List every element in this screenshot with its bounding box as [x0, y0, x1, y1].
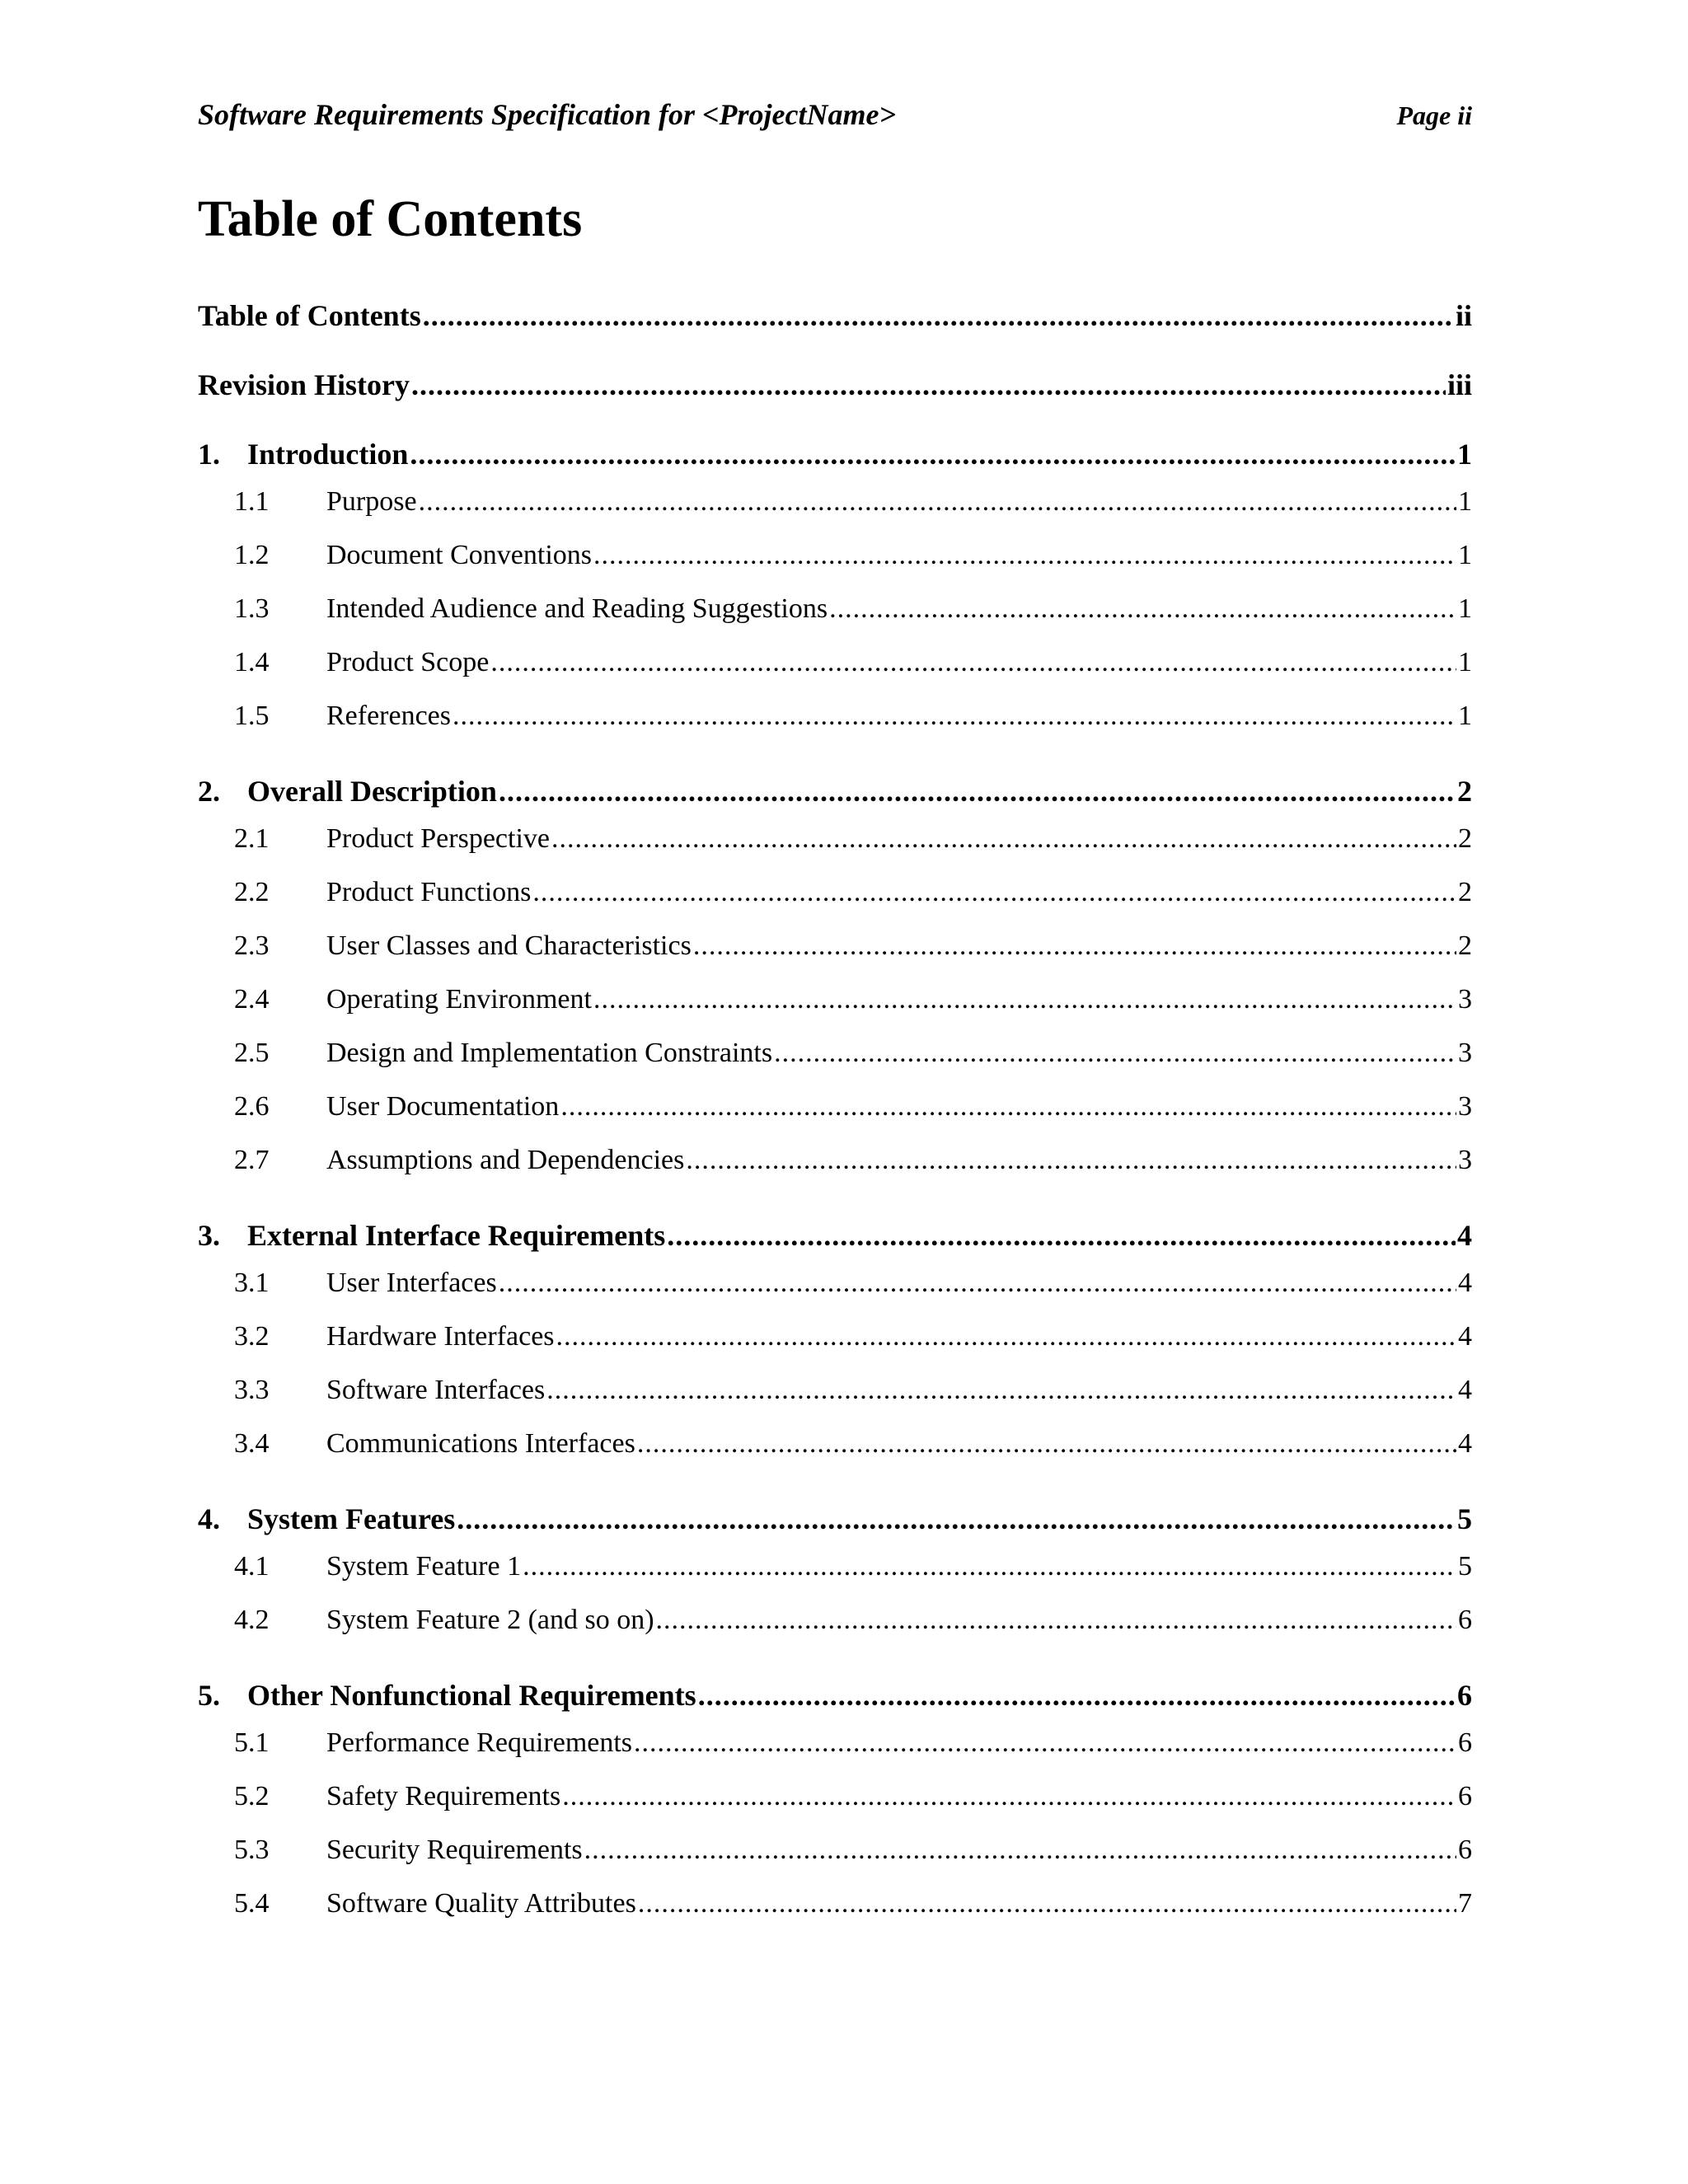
toc-entry-number: 2.5 — [234, 1038, 270, 1068]
toc-subentry[interactable] — [198, 1145, 1472, 1198]
table-of-contents — [198, 298, 1472, 1942]
toc-entry-number: 3. — [198, 1219, 220, 1252]
toc-subentry[interactable] — [198, 1268, 1472, 1321]
toc-entry-page: 4 — [1458, 1268, 1472, 1298]
toc-dot-leader — [698, 1678, 1456, 1713]
toc-subentry[interactable] — [198, 486, 1472, 540]
toc-entry-number: 2.4 — [234, 984, 270, 1015]
toc-entry-page: 6 — [1458, 1727, 1472, 1758]
toc-subentry[interactable] — [198, 1835, 1472, 1888]
toc-dot-leader — [523, 1551, 1456, 1582]
toc-dot-leader — [452, 701, 1456, 732]
toc-entry-number: 3.3 — [234, 1375, 270, 1405]
toc-entry-title: External Interface Requirements — [247, 1219, 666, 1252]
toc-entry-number: 2. — [198, 775, 220, 808]
toc-dot-leader — [546, 1375, 1456, 1406]
toc-entry-page: iii — [1447, 368, 1472, 401]
toc-entry-page: 5 — [1458, 1551, 1472, 1582]
page-title: Table of Contents — [198, 191, 583, 247]
toc-entry-number: 4.1 — [234, 1551, 270, 1582]
toc-entry-page: 2 — [1458, 930, 1472, 961]
toc-entry-page: 1 — [1458, 486, 1472, 517]
toc-entry-title: Hardware Interfaces — [326, 1321, 555, 1352]
toc-dot-leader — [656, 1605, 1456, 1636]
toc-entry-title: User Interfaces — [326, 1268, 497, 1298]
toc-entry-number: 3.2 — [234, 1321, 270, 1352]
toc-entry-page: 6 — [1458, 1835, 1472, 1865]
running-header — [198, 97, 1472, 132]
toc-dot-leader — [693, 930, 1456, 962]
toc-dot-leader — [634, 1727, 1456, 1759]
toc-dot-leader — [410, 437, 1456, 471]
toc-entry-title: Security Requirements — [326, 1835, 583, 1865]
toc-entry-title: Assumptions and Dependencies — [326, 1145, 685, 1175]
toc-entry-title: Intended Audience and Reading Suggestions — [326, 593, 828, 624]
toc-entry-title: Other Nonfunctional Requirements — [247, 1679, 696, 1712]
toc-entry-page: 1 — [1458, 593, 1472, 624]
toc-subentry[interactable] — [198, 540, 1472, 593]
toc-entry[interactable] — [198, 298, 1472, 348]
toc-dot-leader — [499, 774, 1456, 808]
toc-subentry[interactable] — [198, 1781, 1472, 1835]
toc-dot-leader — [562, 1781, 1456, 1812]
toc-entry-number: 1.2 — [234, 540, 270, 570]
toc-entry-title: Design and Implementation Constraints — [326, 1038, 773, 1068]
toc-dot-leader — [490, 647, 1456, 678]
toc-entry-title: Software Quality Attributes — [326, 1888, 636, 1919]
toc-entry-number: 2.3 — [234, 930, 270, 961]
toc-entry-title: System Features — [247, 1502, 456, 1535]
toc-subentry[interactable] — [198, 593, 1472, 647]
toc-entry[interactable] — [198, 368, 1472, 417]
toc-entry-title: Product Functions — [326, 877, 532, 907]
toc-subentry[interactable] — [198, 930, 1472, 984]
toc-entry-page: 6 — [1458, 1605, 1472, 1635]
toc-subentry[interactable] — [198, 1727, 1472, 1781]
toc-entry-page: 2 — [1458, 823, 1472, 854]
toc-dot-leader — [638, 1888, 1456, 1919]
toc-dot-leader — [637, 1428, 1456, 1460]
toc-entry-number: 1.3 — [234, 593, 270, 624]
toc-entry-page: 2 — [1457, 775, 1472, 808]
toc-entry-page: 2 — [1458, 877, 1472, 907]
toc-dot-leader — [532, 877, 1456, 908]
toc-entry-page: 3 — [1458, 1145, 1472, 1175]
toc-entry-number: 4.2 — [234, 1605, 270, 1635]
toc-subentry[interactable] — [198, 1888, 1472, 1942]
toc-entry-number: 1.4 — [234, 647, 270, 677]
toc-entry-page: 1 — [1458, 647, 1472, 677]
toc-entry-title: Purpose — [326, 486, 417, 517]
toc-dot-leader — [551, 823, 1456, 855]
toc-entry-page: 6 — [1458, 1781, 1472, 1811]
toc-entry-page: 4 — [1458, 1375, 1472, 1405]
toc-entry-number: 2.6 — [234, 1091, 270, 1122]
toc-dot-leader — [411, 368, 1446, 402]
toc-entry-title: Overall Description — [247, 775, 497, 808]
toc-subentry[interactable] — [198, 1551, 1472, 1605]
toc-entry-title: System Feature 1 — [326, 1551, 522, 1582]
toc-entry-title: Performance Requirements — [326, 1727, 633, 1758]
toc-entry-page: 4 — [1457, 1219, 1472, 1252]
toc-entry[interactable] — [198, 1218, 1472, 1268]
toc-dot-leader — [419, 486, 1456, 518]
toc-subentry[interactable] — [198, 647, 1472, 701]
toc-entry-page: 1 — [1457, 438, 1472, 471]
toc-dot-leader — [560, 1091, 1456, 1122]
toc-entry-number: 5.3 — [234, 1835, 270, 1865]
toc-dot-leader — [686, 1145, 1456, 1176]
toc-entry-number: 2.1 — [234, 823, 270, 854]
toc-entry-title: Revision History — [198, 368, 410, 401]
header-page-number: Page ii — [1396, 101, 1472, 130]
toc-dot-leader — [457, 1502, 1456, 1536]
toc-entry-title: Document Conventions — [326, 540, 593, 570]
toc-entry-page: 3 — [1458, 984, 1472, 1015]
toc-entry-page: 6 — [1457, 1679, 1472, 1712]
toc-entry-number: 1. — [198, 438, 220, 471]
header-document-title: Software Requirements Specification for <ProjectName> — [198, 98, 896, 131]
toc-subentry[interactable] — [198, 984, 1472, 1038]
toc-dot-leader — [584, 1835, 1456, 1866]
toc-entry-number: 3.1 — [234, 1268, 270, 1298]
toc-entry-title: Operating Environment — [326, 984, 592, 1015]
toc-entry-title: Table of Contents — [198, 299, 421, 332]
toc-dot-leader — [423, 298, 1454, 333]
toc-subentry[interactable] — [198, 1428, 1472, 1482]
toc-dot-leader — [499, 1268, 1456, 1299]
toc-subentry[interactable] — [198, 877, 1472, 930]
toc-dot-leader — [556, 1321, 1456, 1352]
toc-dot-leader — [593, 984, 1456, 1015]
toc-dot-leader — [774, 1038, 1456, 1069]
toc-subentry[interactable] — [198, 1091, 1472, 1145]
toc-subentry[interactable] — [198, 823, 1472, 877]
toc-entry-number: 5. — [198, 1679, 220, 1712]
toc-entry-page: ii — [1455, 299, 1472, 332]
toc-entry-title: Communications Interfaces — [326, 1428, 635, 1459]
toc-entry-title: Introduction — [247, 438, 409, 471]
toc-entry-number: 1.5 — [234, 701, 270, 731]
toc-subentry[interactable] — [198, 701, 1472, 754]
toc-entry-number: 5.1 — [234, 1727, 270, 1758]
toc-entry-number: 4. — [198, 1502, 220, 1535]
toc-entry[interactable] — [198, 774, 1472, 823]
toc-entry-page: 7 — [1458, 1888, 1472, 1919]
toc-entry-title: System Feature 2 (and so on) — [326, 1605, 654, 1635]
toc-entry-number: 3.4 — [234, 1428, 270, 1459]
toc-subentry[interactable] — [198, 1605, 1472, 1658]
toc-entry-title: Software Interfaces — [326, 1375, 546, 1405]
toc-entry-number: 2.7 — [234, 1145, 270, 1175]
toc-entry-number: 5.2 — [234, 1781, 270, 1811]
toc-entry-page: 1 — [1458, 701, 1472, 731]
toc-entry-title: User Classes and Characteristics — [326, 930, 692, 961]
toc-entry-title: References — [326, 701, 452, 731]
toc-dot-leader — [593, 540, 1456, 571]
toc-entry-page: 5 — [1457, 1502, 1472, 1535]
toc-entry[interactable] — [198, 1678, 1472, 1727]
toc-entry-page: 3 — [1458, 1091, 1472, 1122]
toc-entry-page: 1 — [1458, 540, 1472, 570]
toc-entry[interactable] — [198, 1502, 1472, 1551]
toc-subentry[interactable] — [198, 1038, 1472, 1091]
toc-subentry[interactable] — [198, 1321, 1472, 1375]
toc-entry-number: 2.2 — [234, 877, 270, 907]
toc-entry[interactable] — [198, 437, 1472, 486]
toc-dot-leader — [829, 593, 1456, 625]
toc-entry-title: Product Scope — [326, 647, 490, 677]
toc-entry-title: User Documentation — [326, 1091, 560, 1122]
toc-entry-page: 4 — [1458, 1428, 1472, 1459]
toc-entry-number: 1.1 — [234, 486, 270, 517]
toc-entry-title: Safety Requirements — [326, 1781, 561, 1811]
toc-subentry[interactable] — [198, 1375, 1472, 1428]
toc-entry-number: 5.4 — [234, 1888, 270, 1919]
toc-dot-leader — [667, 1218, 1456, 1253]
toc-entry-page: 4 — [1458, 1321, 1472, 1352]
toc-entry-page: 3 — [1458, 1038, 1472, 1068]
toc-entry-title: Product Perspective — [326, 823, 550, 854]
